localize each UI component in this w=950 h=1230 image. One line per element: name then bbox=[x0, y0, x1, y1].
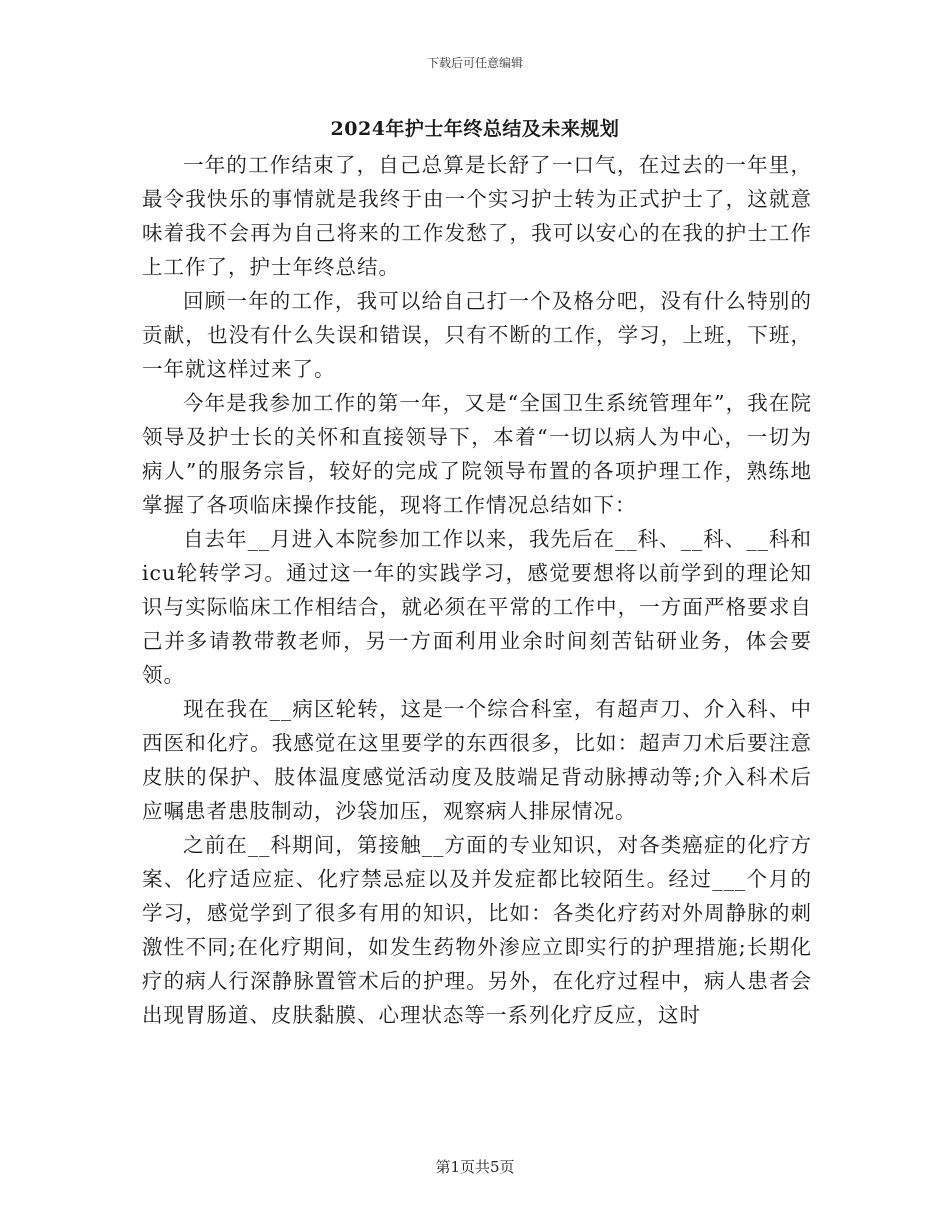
page-number: 第1页共5页 bbox=[435, 1158, 515, 1176]
paragraph-5: 现在我在__病区轮转，这是一个综合科室，有超声刀、介入科、中西医和化疗。我感觉在这里要学的东西很多，比如：超声刀术后要注意皮肤的保护、肢体温度感觉活动度及肢端足背动脉搏动等;介入科术后应嘱患者患肢制动，沙袋加压，观察病人排尿情况。 bbox=[142, 697, 812, 823]
document-title: 2024年护士年终总结及未来规划 bbox=[330, 118, 620, 140]
paragraph-6: 之前在__科期间，第接触__方面的专业知识，对各类癌症的化疗方案、化疗适应症、化疗禁忌症以及并发症都比较陌生。经过___个月的学习，感觉学到了很多有用的知识，比如：各类化疗药对外周静脉的刺激性不同;在化疗期间，如发生药物外渗应立即实行的护理措施;长期化疗的病人行深静脉置管术后的护理。另外，在化疗过程中，病人患者会出现胃肠道、皮肤黏膜、心理状态等一系列化疗反应，这时 bbox=[142, 833, 812, 1027]
paragraph-4: 自去年__月进入本院参加工作以来，我先后在__科、__科、__科和icu轮转学习。通过这一年的实践学习，感觉要想将以前学到的理论知识与实际临床工作相结合，就必须在平常的工作中，一方面严格要求自己并多请教带教老师，另一方面利用业余时间刻苦钻研业务，体会要领。 bbox=[142, 527, 812, 687]
paragraph-2: 回顾一年的工作，我可以给自己打一个及格分吧，没有什么特别的贡献，也没有什么失误和错误，只有不断的工作，学习，上班，下班，一年就这样过来了。 bbox=[142, 289, 812, 381]
page-header-note: 下载后可任意编辑 bbox=[426, 56, 523, 70]
paragraph-3: 今年是我参加工作的第一年，又是“全国卫生系统管理年”，我在院领导及护士长的关怀和直接领导下，本着“一切以病人为中心，一切为病人”的服务宗旨，较好的完成了院领导布置的各项护理工作，熟练地掌握了各项临床操作技能，现将工作情况总结如下： bbox=[142, 391, 812, 517]
document-body bbox=[142, 148, 812, 1032]
paragraph-1: 一年的工作结束了，自己总算是长舒了一口气，在过去的一年里，最令我快乐的事情就是我终于由一个实习护士转为正式护士了，这就意味着我不会再为自己将来的工作发愁了，我可以安心的在我的护士工作上工作了，护士年终总结。 bbox=[142, 153, 812, 279]
